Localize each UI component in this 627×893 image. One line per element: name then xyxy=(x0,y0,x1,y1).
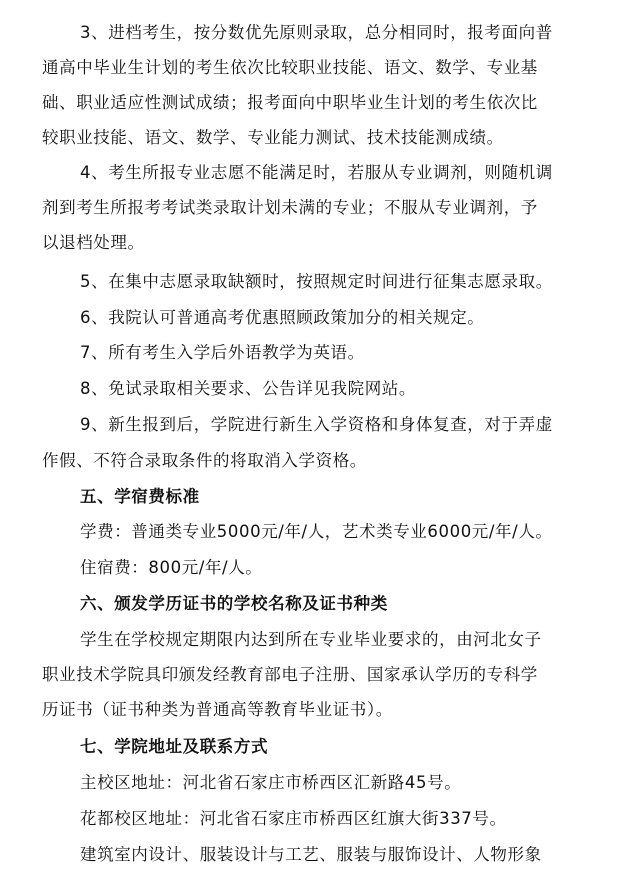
accommodation-line: 住宿费：800元/年/人。 xyxy=(80,558,263,577)
tuition-line: 学费：普通类专业5000元/年/人，艺术类专业6000元/年/人。 xyxy=(80,522,553,541)
majors-line: 建筑室内设计、服装设计与工艺、服装与服饰设计、人物形象 xyxy=(80,845,542,864)
rule-4-line-3: 以退档处理。 xyxy=(42,233,145,252)
rule-3-line-4: 较职业技能、语文、数学、专业能力测试、技术技能测成绩。 xyxy=(42,128,504,147)
rule-7: 7、所有考生入学后外语教学为英语。 xyxy=(80,343,365,362)
rule-8: 8、免试录取相关要求、公告详见我院网站。 xyxy=(80,379,416,398)
section-6-heading: 六、颁发学历证书的学校名称及证书种类 xyxy=(80,594,388,613)
rule-9-line-2: 作假、不符合录取条件的将取消入学资格。 xyxy=(42,451,367,470)
rule-4-line-2: 剂到考生所报考考试类录取计划未满的专业；不服从专业调剂，予 xyxy=(42,198,538,217)
rule-4-line-1: 4、考生所报专业志愿不能满足时，若服从专业调剂，则随机调 xyxy=(80,163,553,182)
huadu-campus-address: 花都校区地址：河北省石家庄市桥西区红旗大街337号。 xyxy=(80,809,507,828)
rule-5: 5、在集中志愿录取缺额时，按照规定时间进行征集志愿录取。 xyxy=(80,272,553,291)
main-campus-address: 主校区地址：河北省石家庄市桥西区汇新路45号。 xyxy=(80,773,462,792)
rule-6: 6、我院认可普通高考优惠照顾政策加分的相关规定。 xyxy=(80,308,485,327)
rule-3-line-1: 3、进档考生，按分数优先原则录取，总分相同时，报考面向普 xyxy=(80,23,553,42)
certificate-line-2: 职业技术学院具印颁发经教育部电子注册、国家承认学历的专科学 xyxy=(42,665,538,684)
rule-3-line-3: 础、职业适应性测试成绩；报考面向中职毕业生计划的考生依次比 xyxy=(42,93,538,112)
rule-9-line-1: 9、新生报到后，学院进行新生入学资格和身体复查，对于弄虚 xyxy=(80,415,553,434)
section-5-heading: 五、学宿费标准 xyxy=(80,487,200,506)
section-7-heading: 七、学院地址及联系方式 xyxy=(80,737,269,756)
certificate-line-3: 历证书（证书种类为普通高等教育毕业证书）。 xyxy=(42,700,393,719)
certificate-line-1: 学生在学校规定期限内达到所在专业毕业要求的，由河北女子 xyxy=(80,630,542,649)
rule-3-line-2: 通高中毕业生计划的考生依次比较职业技能、语文、数学、专业基 xyxy=(42,58,538,77)
